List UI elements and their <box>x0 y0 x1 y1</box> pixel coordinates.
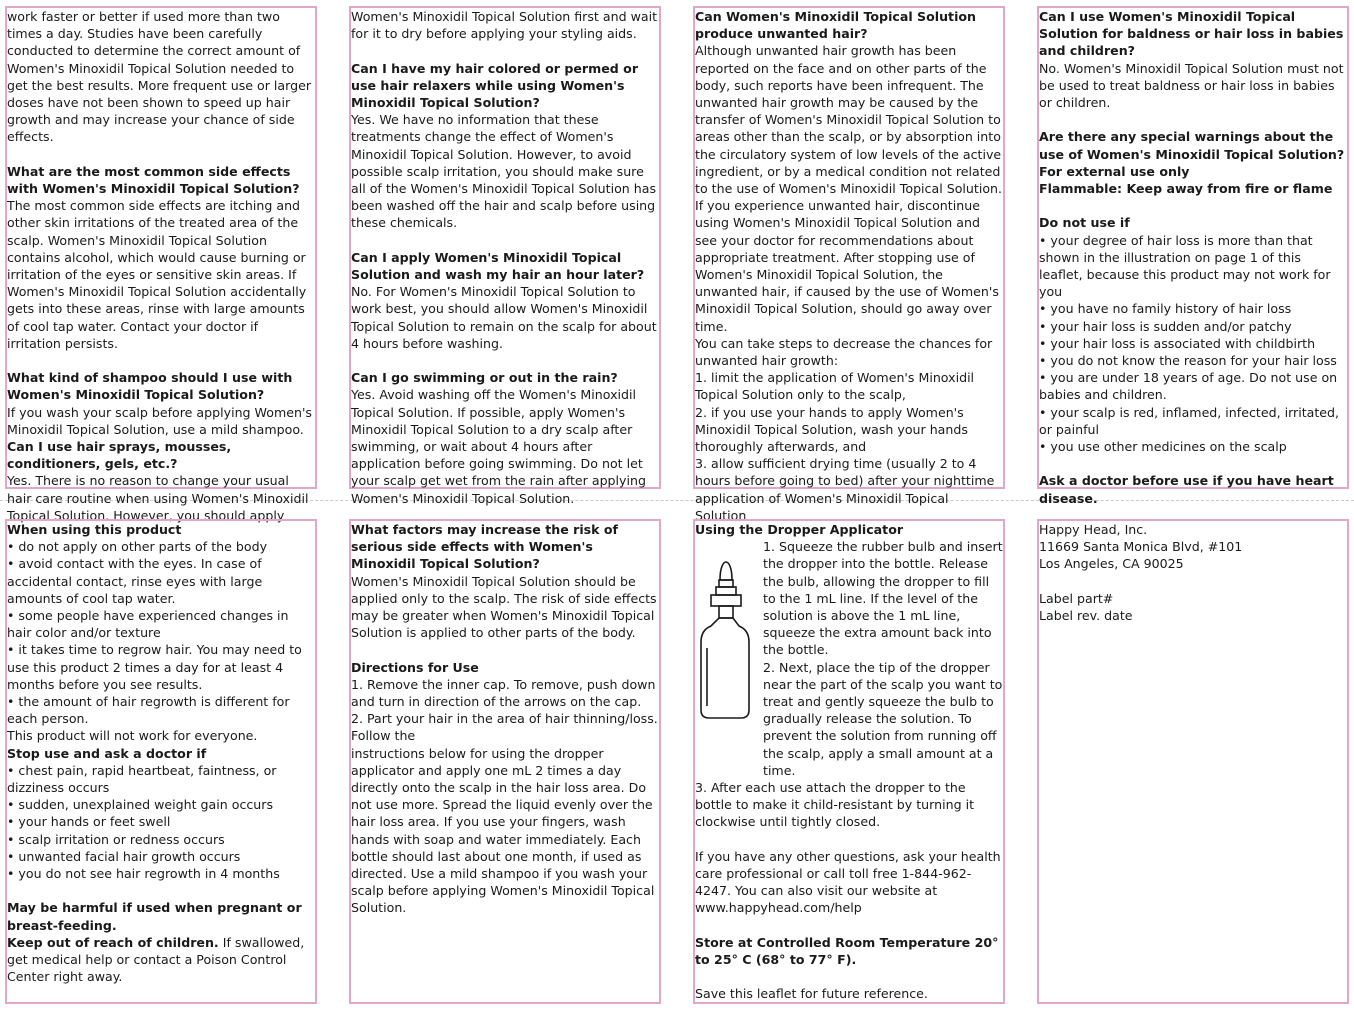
body-text: instructions below for using the dropper applicator and apply one mL 2 times a day directly onto the scalp in the hair loss area. Do not use more. Spread the liquid evenly over the hair loss area. If you use your fingers, wash hands with soap and water immediately. Each bottle should last about one month, if used as directed. Use a mild shampoo if you wash your scalp before applying Women's Minoxidil Topical Solution. <box>351 745 655 916</box>
body-text: If you experience unwanted hair, discontinue using Women's Minoxidil Topical Solution and see your doctor for recommendations about appropriate treatment. After stopping use of Women's Minoxidil Topical Solution, the unwanted hair, if caused by the use of Women's Minoxidil Topical Solution, should go away over time. <box>695 198 999 334</box>
heading-heart-disease: Ask a doctor before use if you have heart disease. <box>1039 473 1334 506</box>
body-text <box>7 934 315 986</box>
list-item: 3. After each use attach the dropper to the bottle to make it child-resistant by turning it clockwise until tightly closed. <box>695 780 975 830</box>
panel-unwanted-hair <box>693 6 1005 523</box>
body-text: work faster or better if used more than two times a day. Studies have been carefully conducted to determine the correct amount of Women's Minoxidil Topical Solution needed to get the best results. More frequent use or larger doses have not been shown to speed up hair growth and may increase your chance of side effects. <box>7 9 312 145</box>
heading-storage: Store at Controlled Room Temperature 20° to 25° C (68° to 77° F). <box>695 934 999 968</box>
list-item: • chest pain, rapid heartbeat, faintness, or dizziness occurs <box>7 762 277 796</box>
heading-colored: Can I have my hair colored or permed or use hair relaxers while using Women's Minoxidil Topical Solution? <box>351 60 639 110</box>
heading-keep-out-of-reach: Keep out of reach of children. <box>7 934 219 950</box>
heading-risk-factors: What factors may increase the risk of serious side effects with Women's Minoxidil Topical Solution? <box>351 522 619 572</box>
body-text: Women's Minoxidil Topical Solution should be applied only to the scalp. The risk of side effects may be greater when Women's Minoxidil Topical Solution is applied to other parts of the body. <box>351 573 657 641</box>
list-item: • sudden, unexplained weight gain occurs <box>7 797 274 813</box>
heading-hair-sprays: Can I use hair sprays, mousses, conditioners, gels, etc.? <box>7 439 232 472</box>
heading-side-effects: What are the most common side effects with Women's Minoxidil Topical Solution? <box>7 163 300 197</box>
label-rev-date: Label rev. date <box>1039 608 1133 623</box>
heading-directions: Directions for Use <box>351 659 479 675</box>
list-item: • you do not see hair regrowth in 4 months <box>7 866 280 882</box>
list-item: • your scalp is red, inflamed, infected, irritated, or painful <box>1039 404 1340 437</box>
external-use-warning: For external use only <box>1039 163 1190 179</box>
list-item: • avoid contact with the eyes. In case of accidental contact, rinse eyes with large amounts of cool tap water. <box>7 556 263 606</box>
list-item: 1. limit the application of Women's Minoxidil Topical Solution only to the scalp, <box>695 370 975 403</box>
body-text: The most common side effects are itching and other skin irritations of the treated area of the scalp. Women's Minoxidil Topical Solution contains alcohol, which would cause burning or irritation of the eyes or sensitive skin areas. If Women's Minoxidil Topical Solution accidentally gets into these areas, rinse with large amounts of cool tap water. Contact your doctor if irritation persists. <box>7 198 307 351</box>
body-text: No. Women's Minoxidil Topical Solution must not be used to treat baldness or hair loss in babies or children. <box>1039 60 1344 111</box>
list-item: 1. Remove the inner cap. To remove, push down and turn in direction of the arrows on the cap. <box>351 676 656 710</box>
list-item: 2. Part your hair in the area of hair thinning/loss. Follow the <box>351 711 658 744</box>
heading-unwanted-hair: Can Women's Minoxidil Topical Solution produce unwanted hair? <box>695 9 977 42</box>
heading-special-warnings: Are there any special warnings about the use of Women's Minoxidil Topical Solution? <box>1039 129 1345 162</box>
body-text: If you wash your scalp before applying Women's Minoxidil Topical Solution, use a mild shampoo. <box>7 404 312 437</box>
panel-dropper <box>693 519 1005 1004</box>
heading-stop-use: Stop use and ask a doctor if <box>7 745 207 761</box>
list-item: • scalp irritation or redness occurs <box>7 831 225 847</box>
panel-usage-frequency <box>5 6 317 523</box>
list-item: • it takes time to regrow hair. You may need to use this product 2 times a day for at least 4 months before you see results. <box>7 642 302 692</box>
body-text: No. For Women's Minoxidil Topical Solution to work best, you should allow Women's Minoxidil Topical Solution to remain on the scalp for about 4 hours before washing. <box>351 284 657 351</box>
panel-directions <box>349 519 661 1004</box>
list-item: • your hair loss is associated with childbirth <box>1039 335 1316 351</box>
panel-warnings <box>1037 6 1349 506</box>
list-item: 2. if you use your hands to apply Women's Minoxidil Topical Solution, wash your hands thoroughly afterwards, and <box>695 404 968 455</box>
body-text: Women's Minoxidil Topical Solution first and wait for it to dry before applying your styling aids. <box>351 9 658 42</box>
list-item: • do not apply on other parts of the body <box>7 539 268 555</box>
panel-company <box>1037 519 1349 1004</box>
list-item: 3. allow sufficient drying time (usually 2 to 4 hours before going to bed) after your nighttime application of Women's Minoxidil Topical Solution <box>695 456 995 523</box>
company-address: 11669 Santa Monica Blvd, #101 <box>1039 539 1243 555</box>
heading-dropper: Using the Dropper Applicator <box>695 522 904 537</box>
body-text: Yes. We have no information that these treatments change the effect of Women's Minoxidil Topical Solution. However, to avoid possible scalp irritation, you should make sure all of the Women's Minoxidil Topical Solution has been washed off the hair and scalp before using these chemicals. <box>351 112 657 231</box>
list-item: • some people have experienced changes in hair color and/or texture <box>7 608 289 641</box>
body-text: Save this leaflet for future reference. <box>695 986 928 1002</box>
panel-when-using <box>5 519 317 1004</box>
heading-pregnant: May be harmful if used when pregnant or breast-feeding. <box>7 900 302 933</box>
heading-do-not-use: Do not use if <box>1039 215 1130 231</box>
body-text: You can take steps to decrease the chances for unwanted hair growth: <box>695 335 993 369</box>
heading-children: Can I use Women's Minoxidil Topical Solution for baldness or hair loss in babies and children? <box>1039 9 1344 59</box>
flammable-warning: Flammable: Keep away from fire or flame <box>1039 181 1333 197</box>
panel-hair-treatments <box>349 6 661 506</box>
heading-when-using: When using this product <box>7 522 182 537</box>
list-item: • you use other medicines on the scalp <box>1039 439 1287 455</box>
body-text: If you have any other questions, ask your health care professional or call toll free 1-844-962-4247. You can also visit our website at www.happyhead.com/help <box>695 848 1001 916</box>
body-text: Although unwanted hair growth has been reported on the face and on other parts of the body, such reports have been infrequent. The unwanted hair growth may be caused by the transfer of Women's Minoxidil Topical Solution to areas other than the scalp, or by absorption into the circulatory system of low levels of the active ingredient, or by a medical condition not related to the use of Women's Minoxidil Topical Solution. <box>695 43 1003 197</box>
heading-shampoo: What kind of shampoo should I use with Women's Minoxidil Topical Solution? <box>7 370 293 403</box>
list-item: • your hands or feet swell <box>7 814 171 830</box>
dropper-bottle-icon <box>695 552 757 722</box>
heading-swimming: Can I go swimming or out in the rain? <box>351 370 618 386</box>
heading-wash: Can I apply Women's Minoxidil Topical Solution and wash my hair an hour later? <box>351 249 645 283</box>
list-item: • you are under 18 years of age. Do not use on babies and children. <box>1039 370 1338 403</box>
list-item: • your hair loss is sudden and/or patchy <box>1039 318 1292 334</box>
body-text: Yes. Avoid washing off the Women's Minoxidil Topical Solution. If possible, apply Women's Minoxidil Topical Solution to a dry scalp after swimming, or wait about 4 hours after application before going swimming. Do not let your scalp get wet from the rain after applying Women's Minoxidil Topical Solution. <box>351 387 646 506</box>
list-item: 1. Squeeze the rubber bulb and insert the dropper into the bottle. Release the bulb, allowing the dropper to fill to the 1 mL line. If the level of the solution is above the 1 mL line, squeeze the extra amount back into the bottle. <box>763 539 1003 658</box>
list-item: • your degree of hair loss is more than that shown in the illustration on page 1 of this leaflet, because this product may not work for you <box>1039 232 1331 300</box>
body-text: This product will not work for everyone. <box>7 728 258 744</box>
list-item: 2. Next, place the tip of the dropper near the part of the scalp you want to treat and gently squeeze the bulb to gradually release the solution. To prevent the solution from running off the scalp, apply a small amount at a time. <box>763 659 1003 778</box>
list-item: • unwanted facial hair growth occurs <box>7 848 241 864</box>
reach-text: If swallowed, get medical help or contact a Poison Control Center right away. <box>7 934 305 985</box>
list-item: • the amount of hair regrowth is different for each person. <box>7 694 290 727</box>
list-item: • you do not know the reason for your hair loss <box>1039 353 1337 369</box>
body-text: Yes. There is no reason to change your usual hair care routine when using Women's Minoxidil Topical Solution. However, you should apply <box>7 473 309 523</box>
label-part: Label part# <box>1039 590 1114 606</box>
company-name: Happy Head, Inc. <box>1039 522 1148 537</box>
company-city: Los Angeles, CA 90025 <box>1039 556 1184 572</box>
list-item: • you have no family history of hair loss <box>1039 301 1292 317</box>
